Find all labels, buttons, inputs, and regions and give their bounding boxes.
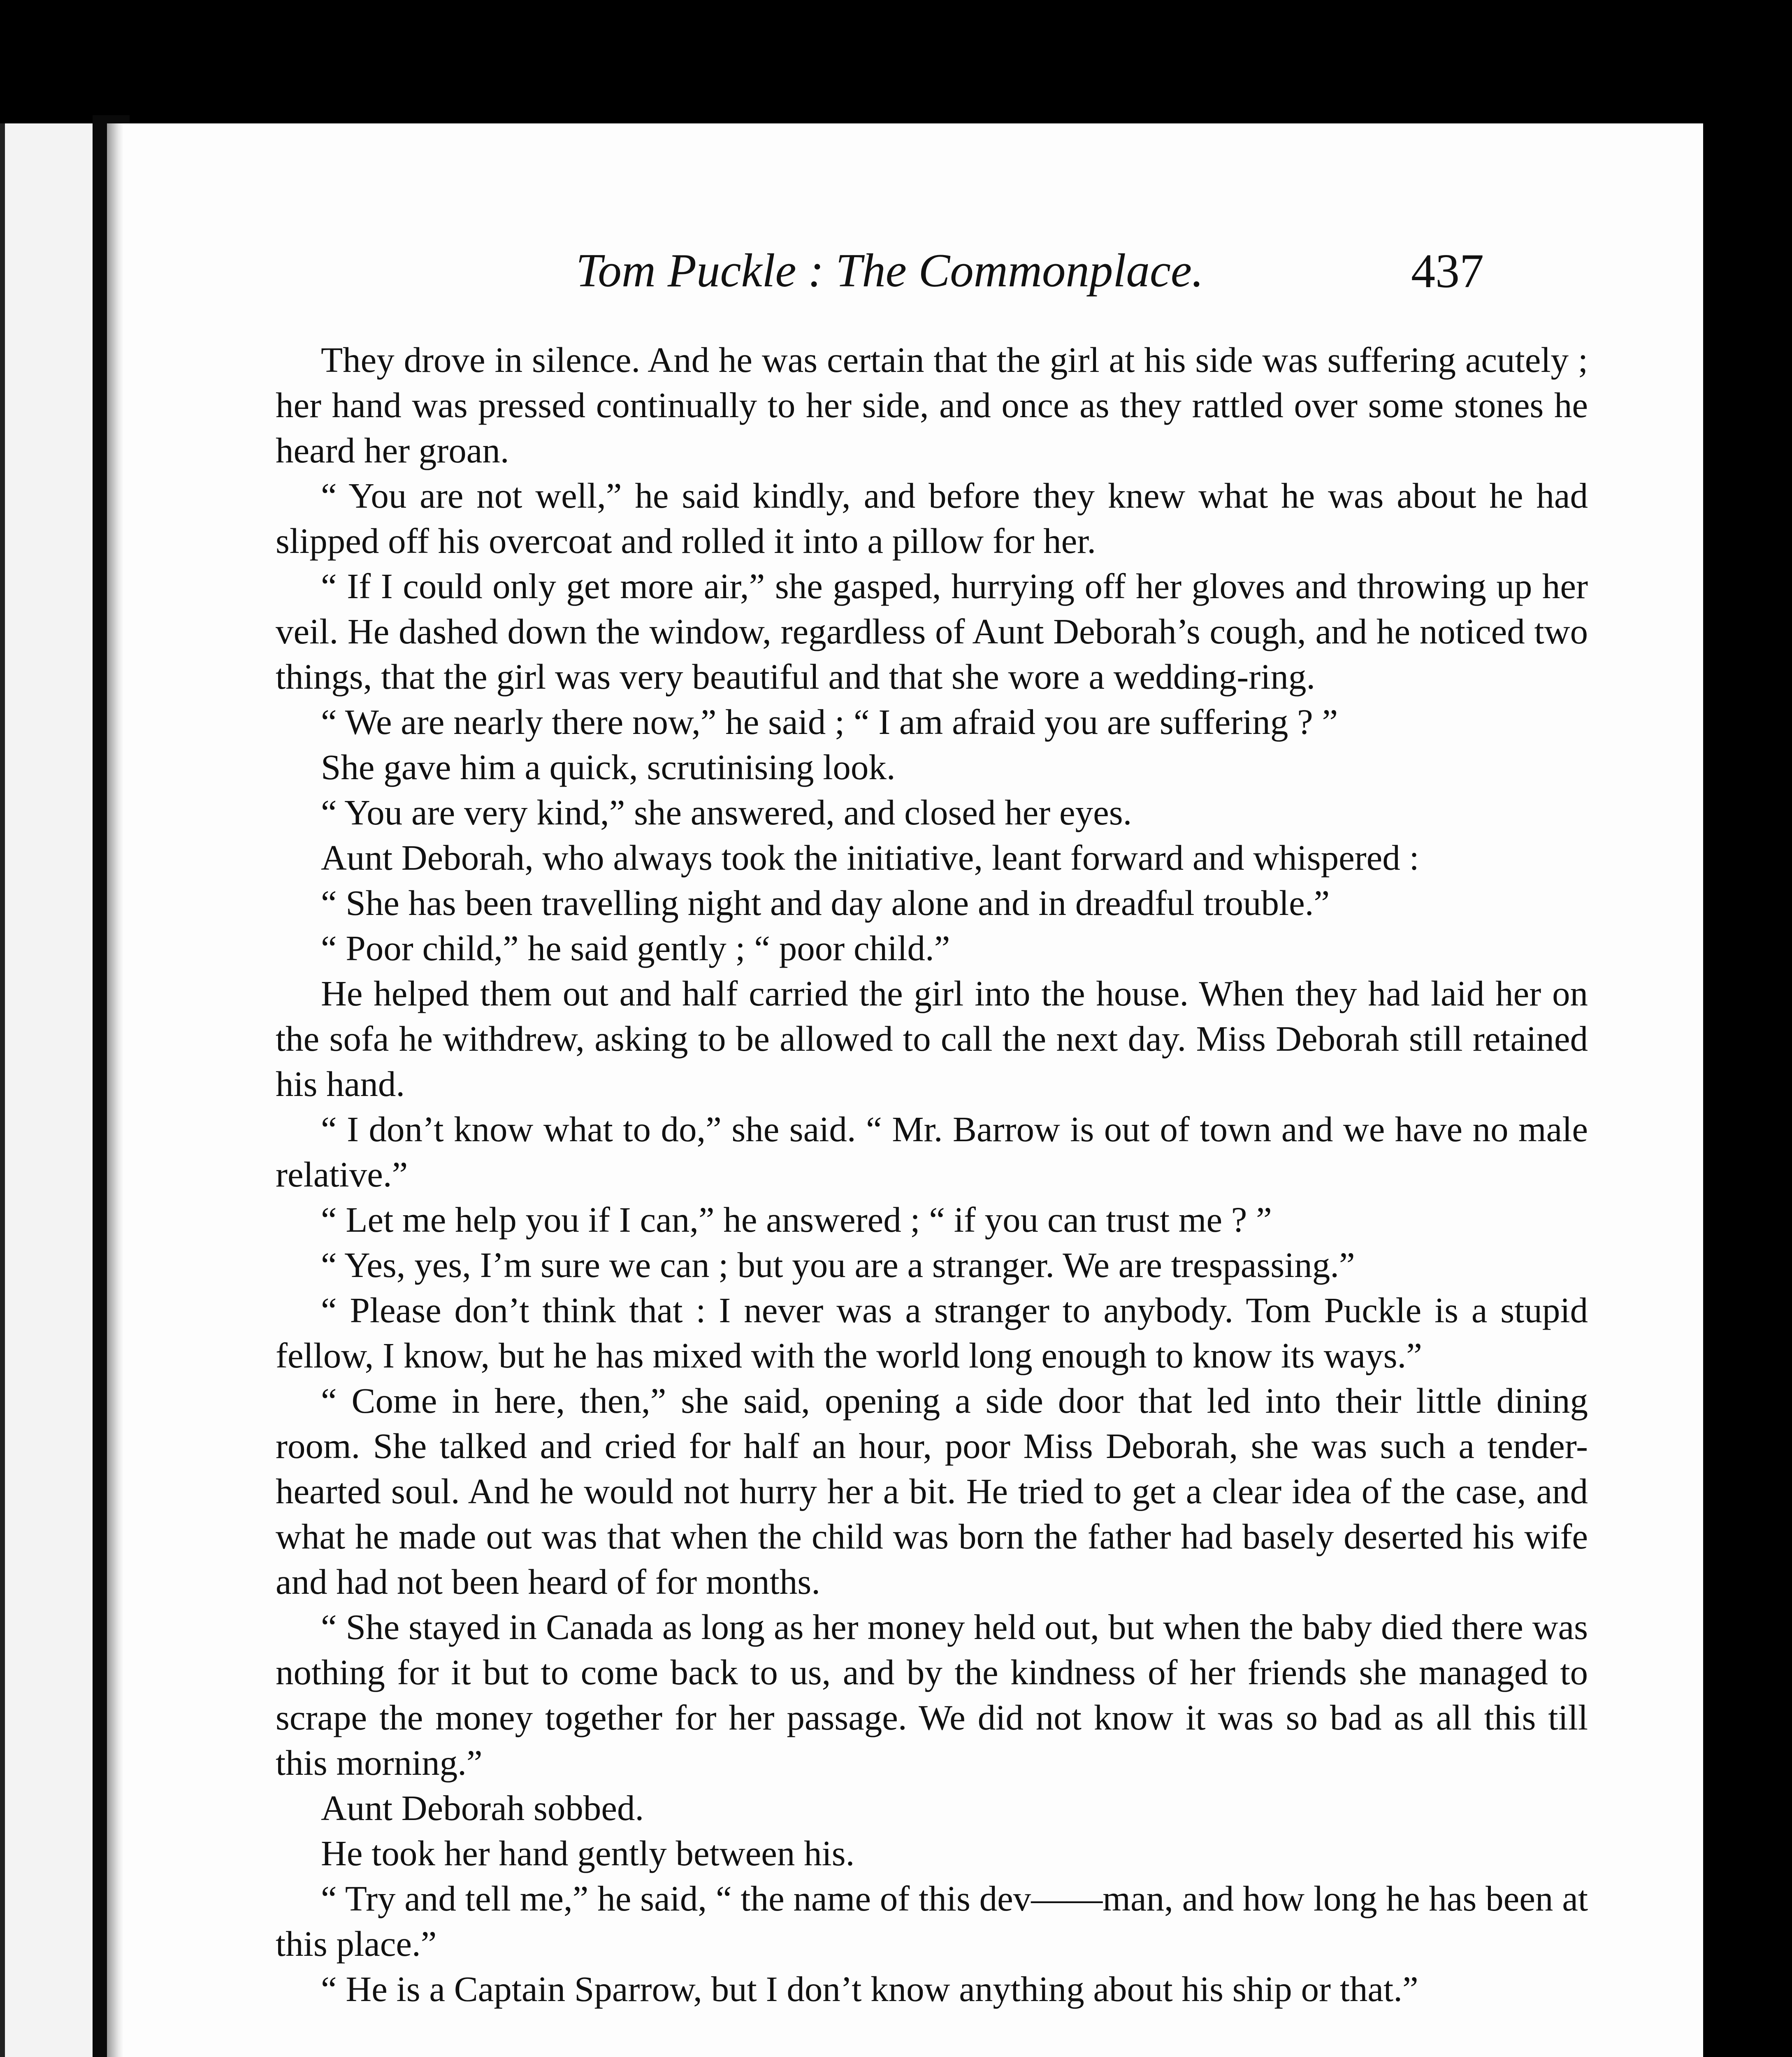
body-text [276, 337, 1588, 2012]
paragraph: Aunt Deborah sobbed. [321, 1788, 644, 1828]
paragraph: “ Try and tell me,” he said, “ the name of this dev——man, and how long he has been at this place.” [276, 1878, 1588, 1964]
paragraph: They drove in silence. And he was certain that the girl at his side was suffering acutely ; her hand was pressed continually to her side, and once as they rattled over some stones he heard her groan. [276, 340, 1588, 470]
paragraph: She gave him a quick, scrutinising look. [321, 747, 896, 787]
paragraph: Aunt Deborah, who always took the initiative, leant forward and whispered : [321, 838, 1419, 878]
paragraph: “ You are not well,” he said kindly, and before they knew what he was about he had slipped off his overcoat and rolled it into a pillow for her. [276, 476, 1588, 561]
page-number: 437 [1411, 244, 1484, 298]
left-page-edge [0, 123, 93, 2057]
paragraph: “ She has been travelling night and day alone and in dreadful trouble.” [321, 883, 1330, 923]
left-page-border [0, 123, 5, 2057]
paragraph: “ She stayed in Canada as long as her money held out, but when the baby died there was nothing for it but to come back to us, and by the kindness of her friends she managed to scrape the money together for her passage. We did not know it was so bad as all this till this morning.” [276, 1607, 1588, 1783]
paragraph: “ Poor child,” he said gently ; “ poor child.” [321, 928, 950, 968]
paragraph: He took her hand gently between his. [321, 1833, 855, 1873]
paragraph: “ If I could only get more air,” she gasped, hurrying off her gloves and throwing up her veil. He dashed down the window, regardless of Aunt Deborah’s cough, and he noticed two things, that the girl was very beautiful and that she wore a wedding-ring. [276, 566, 1588, 697]
book-page [107, 123, 1703, 2057]
running-title: Tom Puckle : The Commonplace. [576, 244, 1204, 297]
paragraph: “ You are very kind,” she answered, and closed her eyes. [321, 792, 1132, 832]
paragraph: “ Let me help you if I can,” he answered ; “ if you can trust me ? ” [321, 1200, 1272, 1240]
paragraph: “ Yes, yes, I’m sure we can ; but you are a stranger. We are trespassing.” [321, 1245, 1355, 1285]
paragraph: “ We are nearly there now,” he said ; “ I am afraid you are suffering ? ” [321, 702, 1338, 742]
paragraph: “ I don’t know what to do,” she said. “ Mr. Barrow is out of town and we have no male relative.” [276, 1109, 1588, 1194]
page-gutter-shadow [107, 123, 123, 2057]
paragraph: He helped them out and half carried the girl into the house. When they had laid her on the sofa he withdrew, asking to be allowed to call the next day. Miss Deborah still retained his hand. [276, 973, 1588, 1104]
paragraph: “ He is a Captain Sparrow, but I don’t know anything about his ship or that.” [321, 1969, 1418, 2009]
paragraph: “ Please don’t think that : I never was a stranger to anybody. Tom Puckle is a stupid fellow, I know, but he has mixed with the world long enough to know its ways.” [276, 1290, 1588, 1375]
paragraph: “ Come in here, then,” she said, opening a side door that led into their little dining room. She talked and cried for half an hour, poor Miss Deborah, she was such a tender-hearted soul. And he would not hurry her a bit. He tried to get a clear idea of the case, and what he made out was that when the child was born the father had basely deserted his wife and had not been heard of for months. [276, 1381, 1588, 1602]
